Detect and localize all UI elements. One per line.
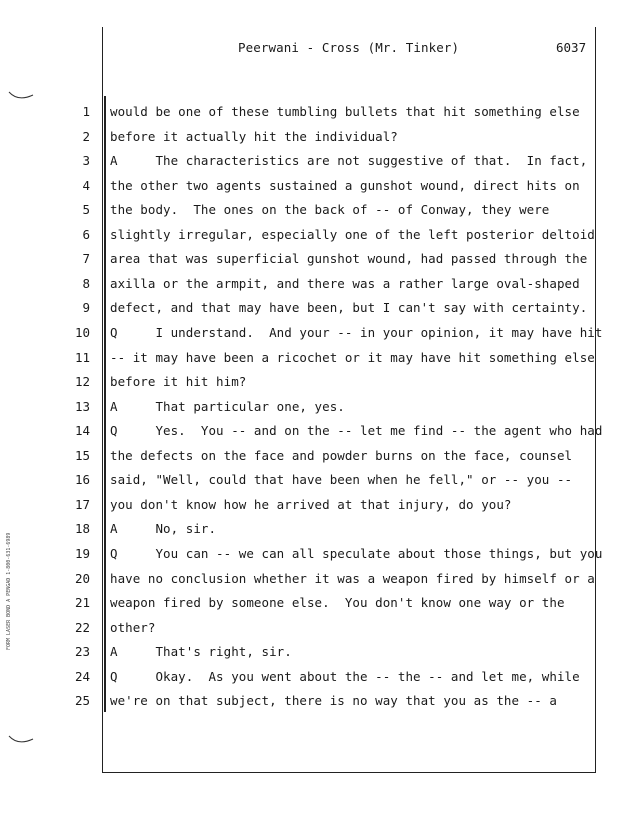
line-number: 9 bbox=[82, 300, 90, 316]
line-number: 22 bbox=[74, 619, 90, 635]
line-number: 11 bbox=[74, 349, 90, 365]
form-vendor-text: FORM LASER BOND A PENGAD 1-800-631-6989 bbox=[6, 532, 12, 650]
transcript-line: would be one of these tumbling bullets that hit something else bbox=[110, 104, 580, 119]
transcript-line: -- it may have been a ricochet or it may have hit something else bbox=[110, 349, 595, 365]
transcript-line: other? bbox=[110, 619, 156, 635]
line-number: 17 bbox=[74, 496, 90, 512]
transcript-line: slightly irregular, especially one of the left posterior deltoid bbox=[110, 226, 595, 242]
line-number: 23 bbox=[74, 644, 90, 660]
transcript-line: we're on that subject, there is no way that you as the -- a bbox=[110, 693, 557, 709]
transcript-line: have no conclusion whether it was a weapon fired by himself or a bbox=[110, 570, 595, 586]
transcript-line: Q You can -- we can all speculate about those things, but you bbox=[110, 545, 603, 561]
line-number: 8 bbox=[82, 275, 90, 291]
transcript-line: said, "Well, could that have been when he fell," or -- you -- bbox=[110, 472, 573, 488]
form-vendor-note bbox=[4, 490, 16, 650]
line-number: 14 bbox=[74, 423, 90, 439]
line-number: 19 bbox=[74, 545, 90, 561]
transcript-line: the defects on the face and powder burns on the face, counsel bbox=[110, 447, 573, 463]
line-number: 2 bbox=[82, 128, 90, 144]
transcript-line: before it hit him? bbox=[110, 374, 247, 390]
binding-hole-mark-bottom bbox=[8, 734, 34, 746]
transcript-line: A That's right, sir. bbox=[110, 644, 292, 660]
transcript-line: you don't know how he arrived at that injury, do you? bbox=[110, 496, 512, 512]
transcript-line: A That particular one, yes. bbox=[110, 398, 345, 414]
binding-hole-mark-top bbox=[8, 90, 34, 102]
transcript-line: Q Okay. As you went about the -- the -- and let me, while bbox=[110, 668, 580, 684]
line-number: 13 bbox=[74, 398, 90, 414]
transcript-line: weapon fired by someone else. You don't know one way or the bbox=[110, 595, 565, 610]
transcript-line: defect, and that may have been, but I can't say with certainty. bbox=[110, 300, 588, 316]
line-number: 6 bbox=[82, 226, 90, 242]
line-number: 12 bbox=[74, 374, 90, 390]
line-number: 24 bbox=[74, 668, 90, 684]
transcript-line: axilla or the armpit, and there was a rather large oval-shaped bbox=[110, 275, 580, 291]
line-number: 25 bbox=[74, 693, 90, 709]
line-number: 4 bbox=[82, 177, 90, 193]
line-number: 21 bbox=[74, 595, 90, 610]
line-number: 7 bbox=[82, 251, 90, 267]
line-number: 10 bbox=[74, 325, 90, 340]
line-number: 3 bbox=[82, 153, 90, 169]
transcript-line: Q Yes. You -- and on the -- let me find -- the agent who had bbox=[110, 423, 603, 439]
transcript-line: before it actually hit the individual? bbox=[110, 128, 398, 144]
line-number: 15 bbox=[74, 447, 90, 463]
line-number: 5 bbox=[82, 202, 90, 218]
line-number: 1 bbox=[82, 104, 90, 119]
line-number: 16 bbox=[74, 472, 90, 488]
page-header-title: Peerwani - Cross (Mr. Tinker) bbox=[238, 40, 460, 55]
transcript-line: A No, sir. bbox=[110, 521, 217, 537]
transcript-line: the body. The ones on the back of -- of Conway, they were bbox=[110, 202, 550, 218]
line-number: 18 bbox=[74, 521, 90, 537]
transcript-line: the other two agents sustained a gunshot wound, direct hits on bbox=[110, 177, 580, 193]
transcript-line: A The characteristics are not suggestive of that. In fact, bbox=[110, 153, 588, 169]
page-number: 6037 bbox=[556, 40, 587, 55]
transcript-line: area that was superficial gunshot wound, had passed through the bbox=[110, 251, 588, 267]
transcript-line: Q I understand. And your -- in your opinion, it may have hit bbox=[110, 325, 603, 340]
margin-rule bbox=[104, 96, 106, 712]
line-number: 20 bbox=[74, 570, 90, 586]
